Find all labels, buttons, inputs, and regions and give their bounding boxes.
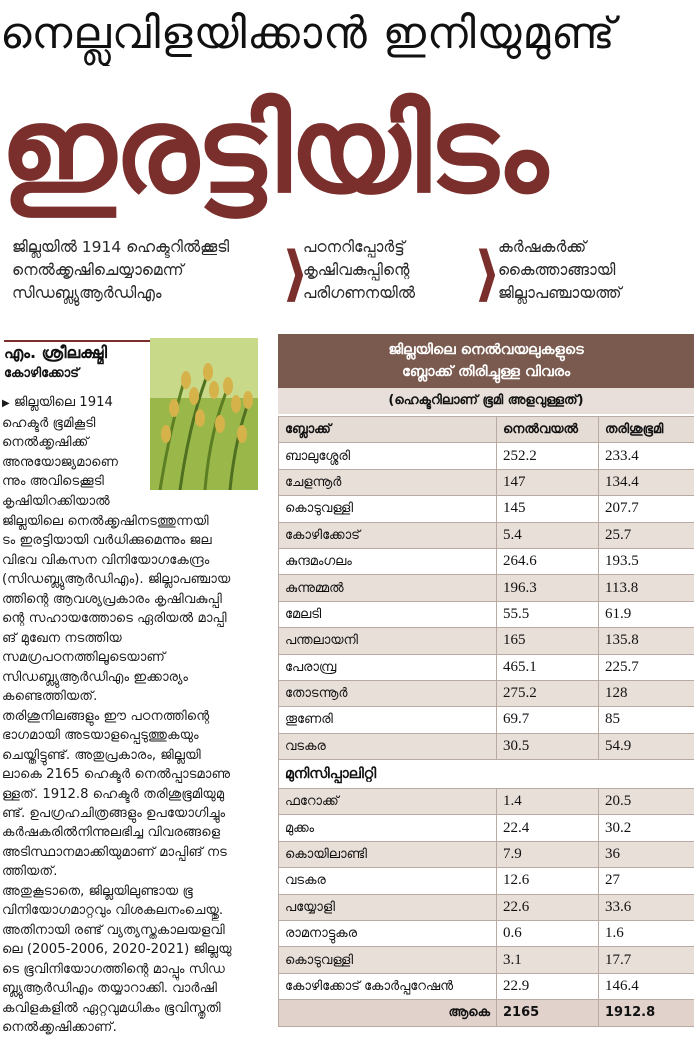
article-line: ങ് മുഖേന നടത്തിയ bbox=[2, 630, 122, 646]
paddy-area-cell: 165 bbox=[497, 628, 599, 654]
section-row bbox=[279, 760, 694, 789]
article-line: ലെ (2005-2006, 2020-2021) ജില്ലയു bbox=[2, 942, 232, 957]
article-line: ചെയ്തിട്ടുണ്ട്. അതുപ്രകാരം, ജില്ലയി bbox=[2, 747, 201, 763]
table-row bbox=[279, 548, 694, 574]
table-row bbox=[279, 789, 694, 815]
fallow-area-cell: 225.7 bbox=[599, 654, 694, 680]
row-label: കോഴിക്കോട് കോർപ്പറേഷൻ bbox=[279, 973, 497, 999]
paddy-area-cell: 252.2 bbox=[497, 443, 599, 469]
paddy-area-cell: 465.1 bbox=[497, 654, 599, 680]
article-line: വിനിയോഗമാറ്റവും വിശകലനംചെയ്തു. bbox=[2, 903, 224, 918]
fallow-area-cell: 20.5 bbox=[599, 789, 694, 815]
subhead-line: സിഡബ്ല്യുആർഡിഎം bbox=[12, 284, 162, 302]
article-line: അനുയോജ്യമാണെ bbox=[2, 454, 119, 470]
fallow-area-cell: 146.4 bbox=[599, 973, 694, 999]
table-row bbox=[279, 707, 694, 733]
row-label: രാമനാട്ടുകര bbox=[279, 921, 497, 947]
article-line: ത്തിയത്. bbox=[2, 864, 58, 879]
article-line: ജില്ലയിലെ നെൽക്കൃഷിനടത്തുന്നയി bbox=[2, 513, 209, 529]
paddy-data-table bbox=[278, 416, 694, 1027]
paddy-area-cell: 275.2 bbox=[497, 680, 599, 706]
paddy-area-cell: 22.6 bbox=[497, 894, 599, 920]
paddy-area-cell: 30.5 bbox=[497, 733, 599, 759]
fallow-area-cell: 25.7 bbox=[599, 522, 694, 548]
fallow-area-cell: 193.5 bbox=[599, 548, 694, 574]
fallow-area-cell: 128 bbox=[599, 680, 694, 706]
subhead-line: പഠനറിപ്പോർട്ട് bbox=[303, 238, 405, 256]
paddy-area-cell: 22.4 bbox=[497, 815, 599, 841]
article-line: അതിനായി രണ്ട് വ്യത്യസ്തകാലയളവി bbox=[2, 922, 225, 938]
fallow-area-cell: 36 bbox=[599, 841, 694, 867]
row-label: മേലടി bbox=[279, 601, 497, 627]
dateline-place: കോഴിക്കോട് bbox=[4, 366, 79, 381]
table-row bbox=[279, 973, 694, 999]
fallow-area-cell: 33.6 bbox=[599, 894, 694, 920]
paddy-area-cell: 3.1 bbox=[497, 947, 599, 973]
fallow-area-cell: 1.6 bbox=[599, 921, 694, 947]
article-line: അതുകൂടാതെ, ജില്ലയിലുണ്ടായ ഭൂ bbox=[2, 883, 193, 899]
table-row bbox=[279, 680, 694, 706]
fallow-area-cell: 135.8 bbox=[599, 628, 694, 654]
kicker-headline: നെല്ലുവിളയിക്കാൻ ഇനിയുമുണ്ട് bbox=[0, 8, 616, 59]
table-row bbox=[279, 469, 694, 495]
article-line: കണ്ടെത്തിയത്. bbox=[2, 689, 98, 704]
row-label: ബാലുശ്ശേരി bbox=[279, 443, 497, 469]
column-header: ബ്ലോക്ക് bbox=[279, 417, 497, 443]
article-body-2 bbox=[2, 823, 272, 1038]
row-label: കൊയിലാണ്ടി bbox=[279, 841, 497, 867]
column-header: നെൽവയൽ bbox=[497, 417, 599, 443]
paddy-area-cell: 5.4 bbox=[497, 522, 599, 548]
paddy-image bbox=[150, 338, 258, 490]
row-label: ചേളന്നൂർ bbox=[279, 469, 497, 495]
fallow-area-cell: 54.9 bbox=[599, 733, 694, 759]
main-headline: ഇരട്ടിയിടം bbox=[0, 81, 546, 219]
fallow-area-cell: 17.7 bbox=[599, 947, 694, 973]
chevron-divider-icon: ⟩ bbox=[282, 239, 310, 309]
table-row bbox=[279, 894, 694, 920]
table-row bbox=[279, 868, 694, 894]
chevron-divider-icon: ⟩ bbox=[474, 239, 502, 309]
article-line: കർഷകരിൽനിന്നുലഭിച്ച വിവരങ്ങളെ bbox=[2, 825, 221, 840]
paddy-area-cell: 1.4 bbox=[497, 789, 599, 815]
table-title-line: ജില്ലയിലെ നെൽവയലുകളുടെ bbox=[388, 342, 584, 358]
row-label: തൂണേരി bbox=[279, 707, 497, 733]
subheads bbox=[0, 236, 694, 320]
subhead-3 bbox=[498, 236, 688, 305]
table-row bbox=[279, 815, 694, 841]
article-line: കൃഷിയിറക്കിയാൽ bbox=[2, 494, 110, 509]
byline bbox=[4, 342, 148, 390]
article-line: ന്നും അവിടെക്കൂടി bbox=[2, 474, 104, 489]
table-header-row bbox=[279, 417, 694, 443]
article-body bbox=[2, 492, 272, 824]
article-line: ലാകെ 2165 ഹെക്ടർ നെൽപ്പാടമാണു bbox=[2, 767, 231, 782]
row-label: തോടന്നൂർ bbox=[279, 680, 497, 706]
paddy-area-cell: 55.5 bbox=[497, 601, 599, 627]
table-row bbox=[279, 947, 694, 973]
fallow-area-cell: 207.7 bbox=[599, 496, 694, 522]
subhead-line: ജില്ലാപഞ്ചായത്ത് bbox=[498, 284, 622, 302]
row-label: പന്തലായനി bbox=[279, 628, 497, 654]
article-line: കവിളകളിൽ ഏറ്റവുമധികം ഭൂവിസ്തൃതി bbox=[2, 1000, 221, 1016]
article-lead-top bbox=[2, 393, 148, 492]
author-name: എം. ശ്രീലക്ഷ്മി bbox=[4, 343, 107, 362]
paddy-area-cell: 145 bbox=[497, 496, 599, 522]
table-row bbox=[279, 733, 694, 759]
fallow-area-cell: 27 bbox=[599, 868, 694, 894]
subhead-line: ജില്ലയിൽ 1914 ഹെക്ടറിൽക്കൂടി bbox=[12, 238, 230, 256]
table-subtitle: (ഹെക്ടറിലാണ് ഭൂമി അളവുള്ളത്) bbox=[278, 388, 694, 414]
section-label: മുനിസിപ്പാലിറ്റി bbox=[279, 760, 694, 789]
row-label: കോഴിക്കോട് bbox=[279, 522, 497, 548]
article-line: ടെ ഭൂവിനിയോഗത്തിന്റെ മാപ്പും സിഡ bbox=[2, 961, 225, 977]
total-value: 1912.8 bbox=[599, 1000, 694, 1026]
article-line: തരിശുനിലങ്ങളും ഈ പഠനത്തിന്റെ bbox=[2, 708, 210, 724]
paddy-area-cell: 0.6 bbox=[497, 921, 599, 947]
row-label: പയ്യോളി bbox=[279, 894, 497, 920]
article-line: വിഭവ വികസന വിനിയോഗകേന്ദ്രം bbox=[2, 552, 210, 568]
article-line: ള്ളത്. 1912.8 ഹെക്ടർ തരിശുഭൂമിയുമു bbox=[2, 786, 225, 802]
table-title bbox=[278, 334, 694, 388]
paddy-area-cell: 196.3 bbox=[497, 575, 599, 601]
row-label: പേരാമ്പ്ര bbox=[279, 654, 497, 680]
table-row bbox=[279, 841, 694, 867]
table-title-line: ബ്ലോക്ക് തിരിച്ചുള്ള വിവരം bbox=[401, 364, 571, 380]
table-row bbox=[279, 443, 694, 469]
paddy-area-cell: 147 bbox=[497, 469, 599, 495]
row-label: ഫറോക്ക് bbox=[279, 789, 497, 815]
paddy-area-cell: 12.6 bbox=[497, 868, 599, 894]
row-label: വടകര bbox=[279, 733, 497, 759]
article-line: ഹെക്ടർ ഭൂമികൂടി bbox=[2, 415, 96, 431]
article-line: ടം ഇരട്ടിയായി വർധിക്കുമെന്നും ജല bbox=[2, 533, 212, 548]
row-label: കൊടുവള്ളി bbox=[279, 947, 497, 973]
article-line: സിഡബ്ല്യുആർഡിഎം ഇക്കാര്യം bbox=[2, 669, 189, 685]
row-label: മുക്കം bbox=[279, 815, 497, 841]
paddy-area-cell: 22.9 bbox=[497, 973, 599, 999]
row-label: വടകര bbox=[279, 868, 497, 894]
table-body bbox=[279, 417, 694, 1027]
article-line: അടിസ്ഥാനമാക്കിയുമാണ് മാപ്പിങ് നട bbox=[2, 844, 227, 860]
table-row bbox=[279, 522, 694, 548]
fallow-area-cell: 134.4 bbox=[599, 469, 694, 495]
row-label: കൊടുവള്ളി bbox=[279, 496, 497, 522]
column-header: തരിശുഭൂമി bbox=[599, 417, 694, 443]
table-row bbox=[279, 575, 694, 601]
bullet-arrow-icon: ▶ bbox=[2, 398, 10, 409]
article-line: ബ്ല്യുആർഡിഎം തയ്യാറാക്കി. വാർഷി bbox=[2, 981, 217, 996]
table-row bbox=[279, 654, 694, 680]
fallow-area-cell: 233.4 bbox=[599, 443, 694, 469]
subhead-line: കർഷകർക്ക് bbox=[498, 238, 587, 256]
table-row bbox=[279, 921, 694, 947]
table-row bbox=[279, 628, 694, 654]
article-line: ഭാഗമായി അടയാളപ്പെടുത്തുകയും bbox=[2, 728, 199, 743]
article-line: ജില്ലയിലെ 1914 bbox=[13, 395, 113, 410]
fallow-area-cell: 30.2 bbox=[599, 815, 694, 841]
table-row bbox=[279, 496, 694, 522]
fallow-area-cell: 113.8 bbox=[599, 575, 694, 601]
row-label: കുന്നുമ്മൽ bbox=[279, 575, 497, 601]
article-line: ന്റെ സഹായത്തോടെ ഏരിയൽ മാപ്പി bbox=[2, 611, 227, 626]
total-row bbox=[279, 1000, 694, 1026]
paddy-area-cell: 7.9 bbox=[497, 841, 599, 867]
subhead-line: പരിഗണനയിൽ bbox=[303, 284, 415, 302]
fallow-area-cell: 61.9 bbox=[599, 601, 694, 627]
subhead-line: നെൽക്കൃഷിചെയ്യാമെന്ന് bbox=[12, 261, 184, 279]
article-line: സമഗ്രപഠനത്തിലൂടെയാണ് bbox=[2, 650, 166, 665]
subhead-line: കൃഷിവകുപ്പിന്റെ bbox=[303, 261, 410, 279]
article-line: ണ്ട്. ഉപഗ്രഹചിത്രങ്ങളും ഉപയോഗിച്ചും bbox=[2, 806, 226, 821]
paddy-area-cell: 69.7 bbox=[497, 707, 599, 733]
subhead-2 bbox=[303, 236, 473, 305]
subhead-line: കൈത്താങ്ങായി bbox=[498, 261, 616, 279]
total-label: ആകെ bbox=[279, 1000, 497, 1026]
fallow-area-cell: 85 bbox=[599, 707, 694, 733]
paddy-photo bbox=[150, 338, 258, 490]
row-label: കുന്ദമംഗലം bbox=[279, 548, 497, 574]
article-line: ത്തിന്റെ ആവശ്യപ്രകാരം കൃഷിവകുപ്പി bbox=[2, 591, 222, 607]
article-line: (സിഡബ്ല്യുആർഡിഎം). ജില്ലാപഞ്ചായ bbox=[2, 572, 231, 587]
subhead-1 bbox=[12, 236, 278, 305]
table-row bbox=[279, 601, 694, 627]
article-line: നെൽക്കൃഷിക്കാണ്. bbox=[2, 1020, 117, 1035]
article-line: നെൽക്കൃഷിക്ക് bbox=[2, 435, 89, 450]
total-value: 2165 bbox=[497, 1000, 599, 1026]
paddy-area-cell: 264.6 bbox=[497, 548, 599, 574]
